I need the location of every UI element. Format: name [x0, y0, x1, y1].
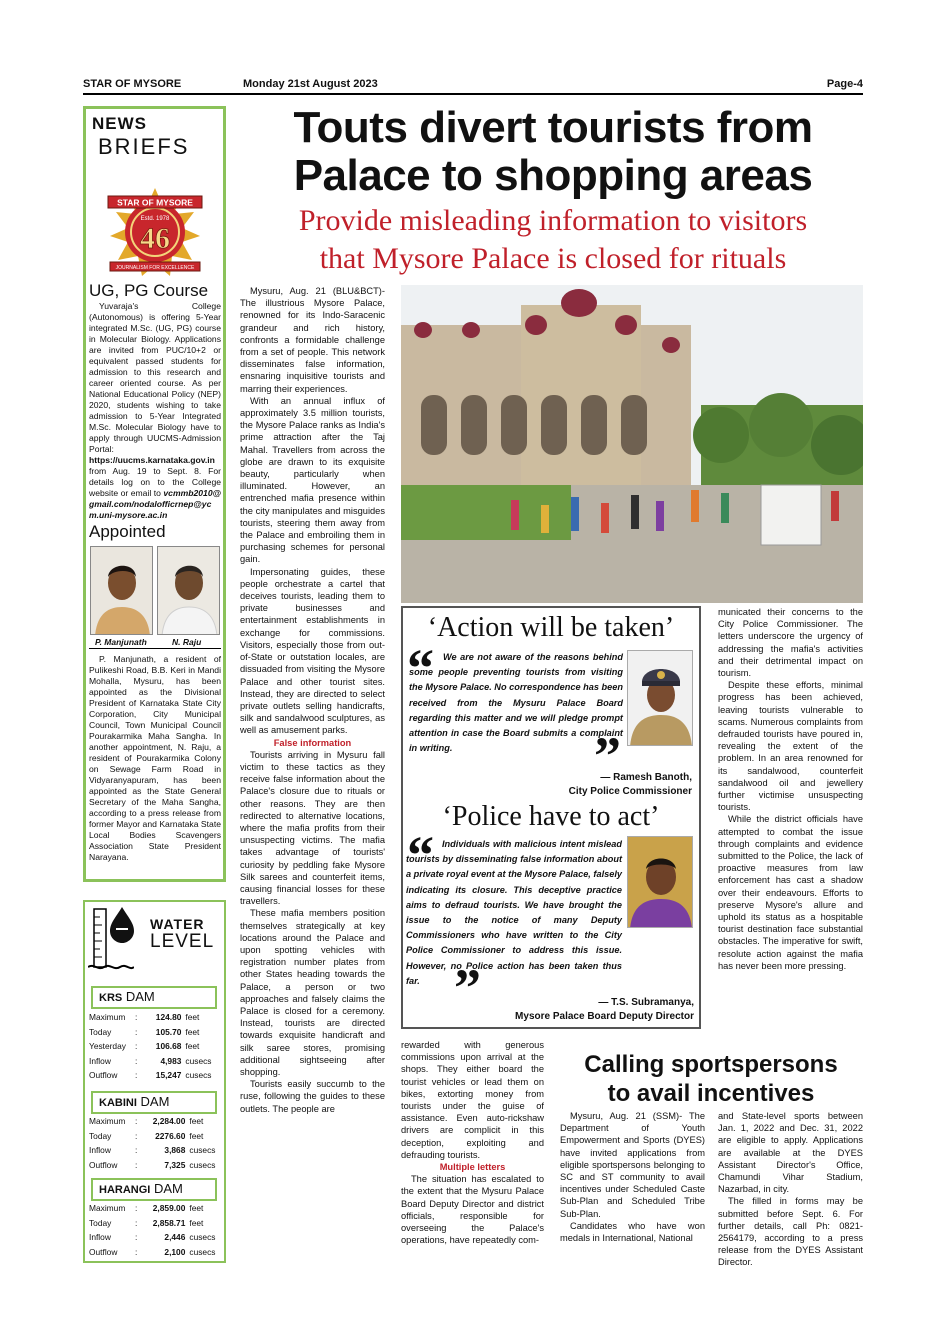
- krs-suffix: DAM: [125, 989, 155, 1004]
- appointed-brief: [89, 522, 221, 542]
- row-value: 2,446: [164, 1232, 186, 1243]
- row-value: 2276.60: [155, 1130, 186, 1141]
- portrait-raju: [157, 546, 220, 635]
- quote1-attr-name: — Ramesh Banoth,: [600, 772, 692, 783]
- krs-table: [89, 1010, 221, 1083]
- row-value: 3,868: [164, 1145, 186, 1156]
- main-story-column-2: [401, 1039, 544, 1246]
- news-briefs-title: [92, 114, 222, 160]
- paragraph: Impersonating guides, these people orchestrate a cartel that deceives tourists, leading them to private businesses and entertainment establishments in exchange for commissions. Visitors, especially those from out-of-State or outstation locales, are dissuaded from visiting the Mysore Palace and other tourist sites. Instead, they are directed to select private outlets selling handicrafts, silk and sandalwood sculptures, as well as amusement parks.: [240, 566, 385, 736]
- anniversary-emblem: [96, 184, 214, 280]
- ug-pg-body: [89, 301, 221, 521]
- table-row: Inflow : 4,983 cusecs: [89, 1054, 221, 1069]
- caption-raju: N. Raju: [172, 637, 202, 647]
- main-headline-line2: Palace to shopping areas: [293, 151, 813, 200]
- paragraph: The situation has escalated to the extent that the Mysuru Palace Board Deputy Director and district officials, responsible for overseeing the Palace's operations, have repeatedly com-: [401, 1174, 544, 1246]
- row-unit: cusecs: [185, 1055, 212, 1066]
- table-row: Inflow : 2,446 cusecs: [89, 1230, 221, 1245]
- main-subhead-line1: Provide misleading information to visitors: [298, 204, 808, 237]
- appointed-rule: [89, 648, 221, 649]
- table-row: Today : 105.70 feet: [89, 1025, 221, 1040]
- row-unit: feet: [189, 1217, 204, 1228]
- harangi-table: [89, 1201, 221, 1259]
- krs-prefix: KRS: [99, 992, 123, 1004]
- quote1-text: We are not aware of the reasons behind some people preventing tourists from visiting the Mysore Palace. No correspondence has been received from the Mysuru Palace Board regarding this matter and we will pledge prompt attention in case the Board submits a complaint in writing.: [409, 652, 623, 754]
- quote1-attr-title: City Police Commissioner: [568, 786, 692, 797]
- water-title-bottom: LEVEL: [150, 931, 215, 952]
- water-gauge-graphic: [88, 905, 134, 973]
- main-story-column-1: [240, 285, 385, 1115]
- portrait-manjunath-image: [91, 547, 153, 635]
- paragraph: Tourists arriving in Mysuru fall victim to these tactics as they receive false information about the Palace's closure due to rituals or other reasons. They are then redirected to alternative locations, where the mafia profits from their unsuspecting victims. The mafia takes advantage of tourists' curiosity by peddling fake Mysore Silk sarees and counterfeit items, causing financial losses for these travellers.: [240, 749, 385, 907]
- row-value: 2,859.00: [152, 1203, 186, 1214]
- row-value: 124.80: [155, 1012, 182, 1023]
- row-value: 106.68: [155, 1041, 182, 1052]
- table-row: Outflow : 15,247 cusecs: [89, 1068, 221, 1083]
- row-key: Maximum: [89, 1012, 126, 1023]
- paragraph: With an annual influx of approximately 3.5 million tourists, the Mysore Palace ranks as India's prime attraction after the Taj Mahal. Travellers from across the globe are drawn to its exquisite beauty, particularly when illuminated. However, an entrenched mafia presence within the city manipulates and misguides tourists, steering them away from the Palace and embroiling them in purchasing schemes for personal gain.: [240, 395, 385, 565]
- dam-label-kabini: [91, 1091, 217, 1114]
- kabini-suffix: DAM: [140, 1094, 170, 1109]
- table-row: Today : 2,858.71 feet: [89, 1216, 221, 1231]
- paragraph: While the district officials have attempted to combat the issue through complaints and evidence submitted to the Police, the lack of proactive measures from law enforcement has cast a shadow over their endeavours. Efforts to preserve Mysore's allure and uphold its status as a hospitable tourist destination face substantial obstacles. The imperative for swift, resolute action against the mafia has never been more pressing.: [718, 814, 863, 971]
- open-quote-icon: “: [407, 825, 434, 885]
- main-subhead-line2: that Mysore Palace is closed for rituals: [319, 242, 787, 275]
- portrait-manjunath: [90, 546, 153, 635]
- row-value: 4,983: [160, 1055, 182, 1066]
- palace-photo: [401, 285, 863, 603]
- portrait-raju-image: [158, 547, 220, 635]
- row-key: Today: [89, 1130, 112, 1141]
- masthead-rule: [83, 93, 863, 95]
- row-key: Outflow: [89, 1070, 118, 1081]
- quote2-attr-title: Mysore Palace Board Deputy Director: [515, 1011, 694, 1022]
- masthead: [83, 78, 863, 94]
- row-unit: cusecs: [189, 1232, 216, 1243]
- row-unit: feet: [189, 1130, 204, 1141]
- sports-headline-line2: to avail incentives: [607, 1080, 815, 1107]
- kabini-table: [89, 1114, 221, 1172]
- caption-manjunath: P. Manjunath: [95, 637, 147, 647]
- ug-pg-brief: [89, 281, 221, 521]
- row-key: Inflow: [89, 1232, 111, 1243]
- issue-date: Monday 21st August 2023: [243, 78, 378, 90]
- paper-name: STAR OF MYSORE: [83, 78, 182, 90]
- appointed-body: P. Manjunath, a resident of Pulikeshi Road, B.B. Keri in Mandi Mohalla, Mysuru, has been appointed as the Divisional President of Karnataka State City Corporation, City Municipal Council, Town Municipal Council Pourakarmika Maha Sangha. In another appointment, N. Raju, a resident of Pourakarmika Colony on Sewage Farm Road in Vidyaranyapuram, has been appointed as the State General Secretary of the Maha Sangha, according to a press release from former Mayor and Karnataka State Local Bodies Scavengers Association State President Narayana.: [89, 654, 221, 862]
- subhead-multiple-letters: Multiple letters: [439, 1162, 506, 1173]
- emblem-name: STAR OF MYSORE: [117, 197, 193, 208]
- quote2-attribution: [420, 996, 694, 1024]
- uucms-link[interactable]: https://uucms.karnataka.gov.in: [89, 455, 215, 465]
- row-value: 2,858.71: [152, 1217, 186, 1228]
- table-row: Today : 2276.60 feet: [89, 1129, 221, 1144]
- table-row: Maximum : 124.80 feet: [89, 1010, 221, 1025]
- row-unit: feet: [185, 1041, 200, 1052]
- harangi-suffix: DAM: [153, 1181, 183, 1196]
- row-unit: feet: [189, 1203, 204, 1214]
- sports-column-2: [718, 1110, 863, 1269]
- row-key: Inflow: [89, 1145, 111, 1156]
- row-key: Yesterday: [89, 1041, 126, 1052]
- appointed-heading: Appointed: [89, 522, 166, 541]
- main-story-column-3: [718, 606, 863, 972]
- quote2-attr-name: — T.S. Subramanya,: [598, 997, 694, 1008]
- paragraph: Candidates who have won medals in International, National: [560, 1220, 705, 1244]
- sports-column-1: [560, 1110, 705, 1244]
- paragraph: Mysuru, Aug. 21 (BLU&BCT)- The illustrious Mysore Palace, renowned for its Indo-Saracenic grandeur and rich history, confronts a formidable challenge from a set of people. This network disseminates false information, ensnaring inquisitive tourists and marring their experiences.: [240, 286, 385, 394]
- table-row: Maximum : 2,859.00 feet: [89, 1201, 221, 1216]
- main-subheadline: [238, 202, 868, 278]
- row-value: 15,247: [155, 1070, 182, 1081]
- paragraph: municated their concerns to the City Police Commissioner. The letters underscore the urgency of addressing the mafia's activities and their detrimental impact on tourism.: [718, 607, 863, 679]
- main-headline: [238, 104, 868, 200]
- main-headline-line1: Touts divert tourists from: [293, 103, 813, 152]
- paragraph: and State-level sports between Jan. 1, 2022 and Dec. 31, 2022 are eligible to apply. Applications are available at the DYES Assistant Director's Office, Chamundi Vihar Stadium, Nazarbad, in city.: [718, 1111, 863, 1195]
- subhead-false-information: False information: [273, 737, 352, 748]
- row-value: 105.70: [155, 1026, 182, 1037]
- ug-pg-heading: UG, PG Course: [89, 281, 209, 300]
- row-key: Outflow: [89, 1159, 118, 1170]
- row-key: Inflow: [89, 1055, 111, 1066]
- quote2-text: Individuals with malicious intent mislead tourists by disseminating false information about a private royal event at the Mysore Palace, falsely indicating its closure. This deceptive practice aims to defraud tourists. We have brought the issue to the notice of many Deputy Commissioners who have written to the City Police Commissioner to address this issue. However, no Police action has been taken thus far.: [406, 839, 623, 986]
- water-title-top: WATER: [150, 916, 205, 932]
- row-key: Maximum: [89, 1116, 126, 1127]
- row-key: Outflow: [89, 1246, 118, 1257]
- row-unit: feet: [189, 1116, 204, 1127]
- table-row: Outflow : 2,100 cusecs: [89, 1245, 221, 1260]
- row-unit: feet: [185, 1012, 200, 1023]
- close-quote-icon: ”: [594, 726, 621, 786]
- emblem-graphic: [96, 184, 214, 280]
- kabini-prefix: KABINI: [99, 1097, 137, 1109]
- row-key: Maximum: [89, 1203, 126, 1214]
- water-gauge-icon: [88, 905, 134, 973]
- emblem-motto: JOURNALISM FOR EXCELLENCE: [115, 265, 195, 271]
- water-level-title: [150, 916, 225, 953]
- quote1-attribution: [420, 771, 692, 799]
- paragraph: Tourists easily succumb to the ruse, following the guides to these outlets. The people are: [240, 1079, 385, 1114]
- quote2-heading: ‘Police have to act’: [442, 801, 660, 832]
- palace-photo-image: [401, 285, 863, 603]
- row-unit: cusecs: [185, 1070, 212, 1081]
- row-unit: cusecs: [189, 1145, 216, 1156]
- sports-headline-line1: Calling sportspersons: [584, 1051, 838, 1078]
- row-key: Today: [89, 1026, 112, 1037]
- ug-pg-body-text: Yuvaraja's College (Autonomous) is offering 5-Year integrated M.Sc. (UG, PG) course in Molecular Biology. Applications are invited from PUC/10+2 or equivalent passed students for admission to this research and career oriented course. As per National Educational Policy (NEP) 2020, students wishing to take admission to 5-Year Integrated M.Sc. Molecular Biology have to apply through UUCMS-Admission Portal:: [89, 301, 221, 454]
- portrait-ts-subramanya-image: [628, 837, 693, 928]
- dam-label-krs: [91, 986, 217, 1009]
- row-unit: feet: [185, 1026, 200, 1037]
- ug-pg-body-text2: from Aug. 19 to Sept. 8. For details log on to the College website or email to: [89, 466, 221, 498]
- dam-label-harangi: [91, 1178, 217, 1201]
- emblem-number: 46: [140, 222, 170, 255]
- briefs-title-top: NEWS: [92, 114, 147, 133]
- paragraph: Despite these efforts, minimal progress has been achieved, leaving tourists vulnerable to scams. Numerous complaints from defrauded tourists have poured in, revealing the extent of the problem. In an area renowned for its sandalwood, counterfeit sandalwood oil and jewellery further victimise unsuspecting tourists.: [718, 680, 863, 813]
- paragraph: These mafia members position themselves strategically at key locations around the Palace and upon spotting vehicles with registration number plates from other States heading towards the Palace, a person or two approaches and falsely claims the Palace is closed for a ceremony. Instead, tourists are directed towards exquisite handicraft and silk saree stores, promising additional sightseeing after shopping.: [240, 908, 385, 1077]
- portrait-ramesh-banoth: [627, 650, 693, 746]
- table-row: Yesterday : 106.68 feet: [89, 1039, 221, 1054]
- row-unit: cusecs: [189, 1246, 216, 1257]
- paragraph: Mysuru, Aug. 21 (SSM)- The Department of Youth Empowerment and Sports (DYES) have invited applications from eligible sportspersons belonging to SC and ST community to avail incentives under Scheduled Caste Sub-Plan and Scheduled Tribe Sub-Plan.: [560, 1111, 705, 1219]
- row-key: Today: [89, 1217, 112, 1228]
- quote1-heading: ‘Action will be taken’: [427, 612, 675, 643]
- table-row: Maximum : 2,284.00 feet: [89, 1114, 221, 1129]
- row-value: 2,284.00: [152, 1116, 186, 1127]
- briefs-title-bottom: BRIEFS: [98, 134, 190, 159]
- portrait-ramesh-banoth-image: [628, 651, 693, 746]
- emblem-estd: Estd. 1978: [140, 216, 170, 222]
- page-number: Page-4: [826, 78, 863, 90]
- row-value: 2,100: [164, 1246, 186, 1257]
- open-quote-icon: “: [407, 638, 434, 698]
- row-value: 7,325: [164, 1159, 186, 1170]
- close-quote-icon: ”: [454, 958, 481, 1018]
- portrait-ts-subramanya: [627, 836, 693, 928]
- table-row: Inflow : 3,868 cusecs: [89, 1143, 221, 1158]
- paragraph: The filled in forms may be submitted before Sept. 6. For further details, call Ph: 0821-2564179, according to a press release from the DYES Assistant Director.: [718, 1196, 863, 1268]
- harangi-prefix: HARANGI: [99, 1184, 151, 1196]
- table-row: Outflow : 7,325 cusecs: [89, 1158, 221, 1173]
- paragraph: rewarded with generous commissions upon arrival at the shops. They either board the tourist vehicles or lead them on bikes, extorting money from tourists under the guise of assistance. Even auto-rickshaw drivers are complicit in this deception, exploiting and defrauding tourists.: [401, 1040, 544, 1160]
- email-link[interactable]: vcmmb2010@gmail.com/nodalofficrnep@ycm.uni-mysore.ac.in: [89, 488, 221, 520]
- row-unit: cusecs: [189, 1159, 216, 1170]
- sports-headline: [556, 1050, 866, 1108]
